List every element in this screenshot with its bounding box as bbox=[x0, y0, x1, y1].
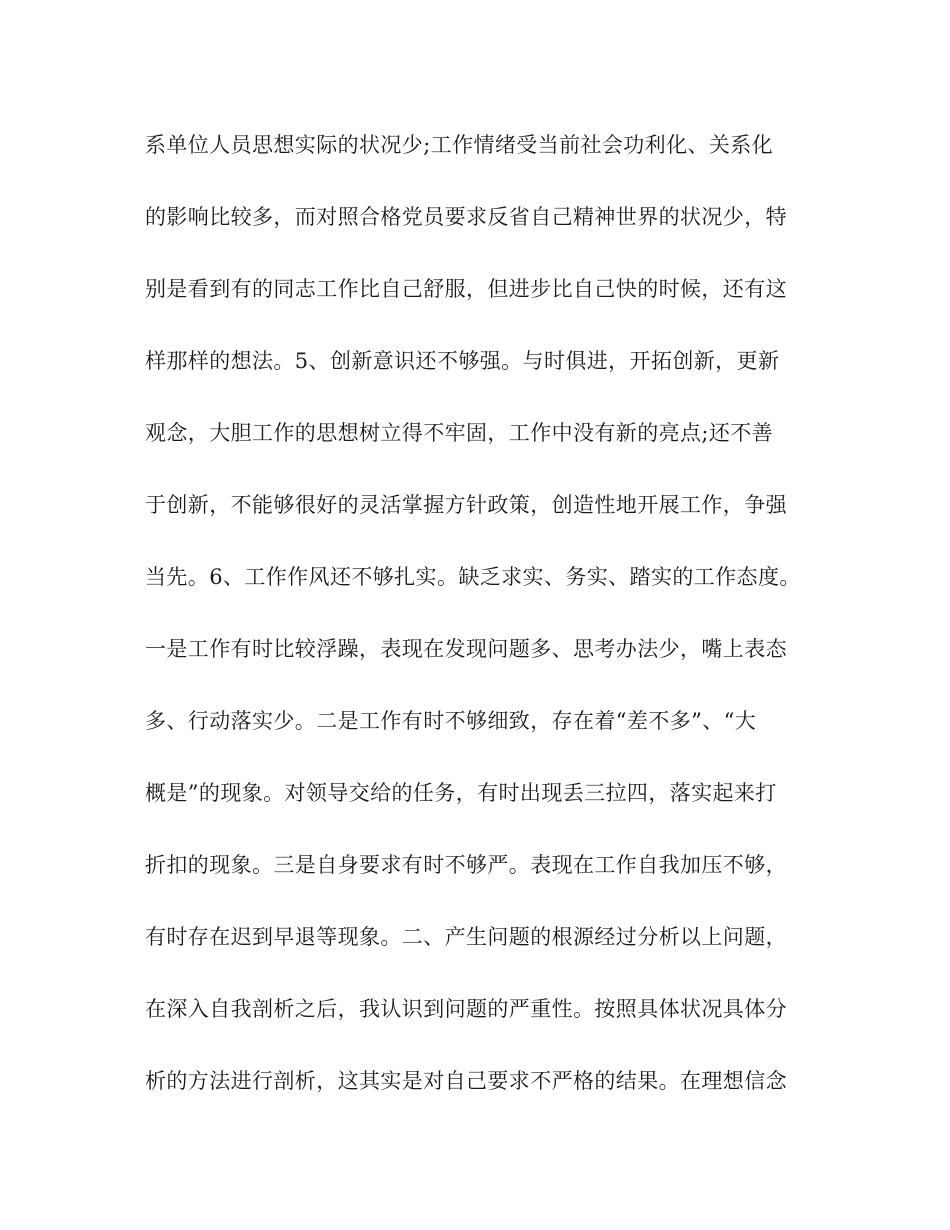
text-line: 析的方法进行剖析，这其实是对自己要求不严格的结果。在理想信念 bbox=[145, 1069, 787, 1093]
text-line: 样那样的想法。5、创新意识还不够强。与时俱进，开拓创新，更新 bbox=[145, 349, 780, 373]
text-line: 在深入自我剖析之后，我认识到问题的严重性。按照具体状况具体分 bbox=[145, 997, 787, 1021]
text-line: 别是看到有的同志工作比自己舒服，但进步比自己快的时候，还有这 bbox=[145, 277, 787, 301]
text-line: 当先。6、工作作风还不够扎实。缺乏求实、务实、踏实的工作态度。 bbox=[145, 565, 801, 589]
text-line: 一是工作有时比较浮躁，表现在发现问题多、思考办法少，嘴上表态 bbox=[145, 637, 787, 661]
text-line: 观念，大胆工作的思想树立得不牢固，工作中没有新的亮点;还不善 bbox=[145, 421, 774, 445]
text-line: 有时存在迟到早退等现象。二、产生问题的根源经过分析以上问题， bbox=[145, 925, 787, 949]
text-line: 多、行动落实少。二是工作有时不够细致，存在着“差不多”、“大 bbox=[145, 709, 757, 733]
text-line: 折扣的现象。三是自身要求有时不够严。表现在工作自我加压不够， bbox=[145, 853, 787, 877]
text-line: 系单位人员思想实际的状况少;工作情绪受当前社会功利化、关系化 bbox=[145, 133, 774, 157]
text-line: 的影响比较多，而对照合格党员要求反省自己精神世界的状况少，特 bbox=[145, 205, 787, 229]
text-line: 概是”的现象。对领导交给的任务，有时出现丢三拉四，落实起来打 bbox=[145, 781, 777, 805]
body-text bbox=[145, 126, 805, 1134]
text-line: 于创新，不能够很好的灵活掌握方针政策，创造性地开展工作，争强 bbox=[145, 493, 787, 517]
